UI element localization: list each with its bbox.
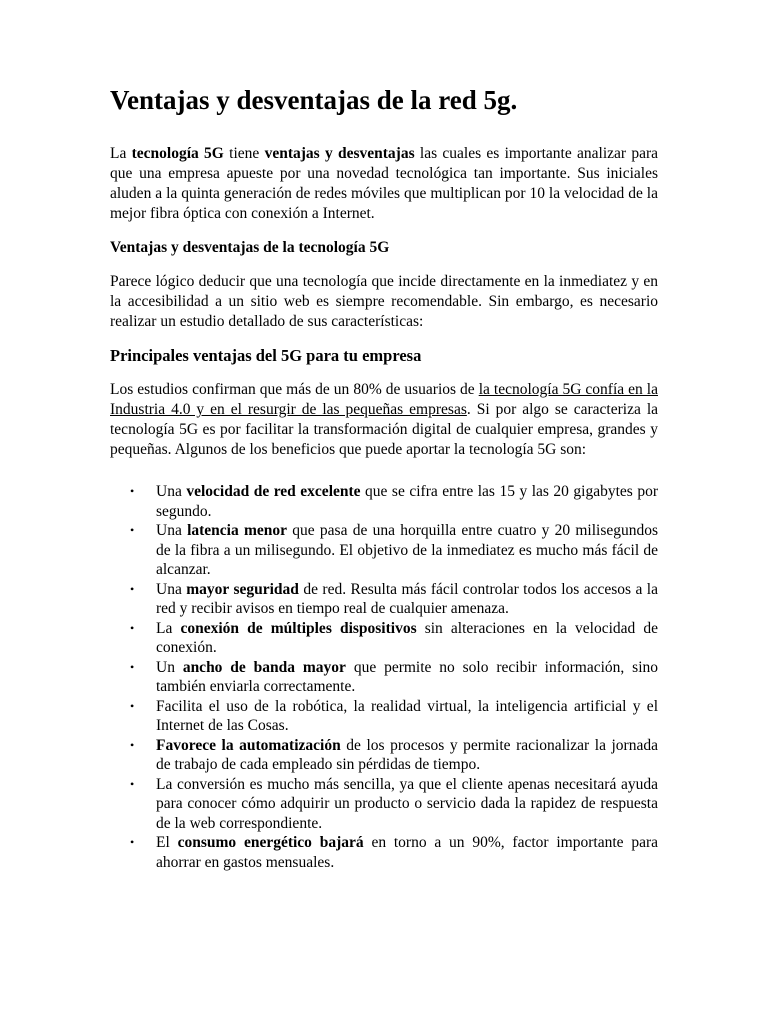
list-item-bold: ancho de banda mayor bbox=[182, 658, 346, 676]
bullet-icon: • bbox=[130, 698, 135, 713]
bullet-icon: • bbox=[130, 484, 135, 498]
list-item bbox=[110, 521, 658, 580]
intro-text-2: tiene bbox=[223, 145, 265, 162]
list-item bbox=[110, 482, 658, 521]
list-item-bold: velocidad de red excelente bbox=[186, 483, 361, 500]
bullet-icon: • bbox=[130, 659, 135, 674]
list-item-text-rest: sin alteraciones en la velocidad de conexión. bbox=[156, 619, 659, 656]
list-item-bold: mayor seguridad bbox=[186, 580, 299, 598]
list-item-text: Una bbox=[156, 580, 187, 598]
list-item bbox=[110, 658, 658, 697]
para3-text-1: Los estudios confirman que más de un 80% de usuarios de bbox=[110, 381, 479, 398]
list-item bbox=[110, 619, 658, 658]
list-item-bold: consumo energético bajará bbox=[177, 834, 364, 851]
section-heading-advantages: Principales ventajas del 5G para tu empresa bbox=[110, 346, 422, 365]
list-item bbox=[110, 697, 658, 736]
benefits-list bbox=[110, 482, 658, 872]
list-item bbox=[110, 580, 658, 619]
list-item-text-rest: de red. Resulta más fácil controlar todos los accesos a la red y recibir avisos en tiempo real de cualquier amenaza. bbox=[156, 580, 658, 617]
section-heading-pros-cons: Ventajas y desventajas de la tecnología 5G bbox=[110, 239, 390, 256]
list-item-text: La bbox=[156, 619, 181, 637]
list-item-text: Un bbox=[156, 658, 183, 676]
intro-paragraph bbox=[110, 144, 658, 224]
bullet-icon: • bbox=[130, 835, 135, 849]
list-item-text-rest: en torno a un 90%, factor importante para ahorrar en gastos mensuales. bbox=[156, 834, 658, 871]
list-item-text: El bbox=[156, 834, 178, 851]
list-item-text-rest: que permite no solo recibir información, sino también enviarla correctamente. bbox=[156, 658, 658, 695]
intro-bold-2: ventajas y desventajas bbox=[264, 145, 415, 162]
document-title: Ventajas y desventajas de la red 5g. bbox=[110, 85, 518, 115]
intro-bold-1: tecnología 5G bbox=[131, 145, 224, 162]
list-item-text-rest: que se cifra entre las 15 y las 20 gigabytes por segundo. bbox=[156, 483, 658, 520]
list-item-text: Facilita el uso de la robótica, la realidad virtual, la inteligencia artificial y el Internet de las Cosas. bbox=[156, 697, 658, 734]
list-item bbox=[110, 736, 658, 775]
list-item-text: Una bbox=[156, 522, 188, 539]
body-paragraph-3 bbox=[110, 380, 658, 460]
list-item-text: La conversión es mucho más sencilla, ya que el cliente apenas necesitará ayuda para conocer cómo adquirir un producto o servicio dada la rapidez de respuesta de la web correspondiente. bbox=[156, 775, 658, 832]
document-body bbox=[110, 80, 658, 872]
list-item-bold: Favorece la automatización bbox=[156, 736, 341, 754]
industry-link[interactable]: la tecnología 5G confía en la Industria 4.0 y en el resurgir de las pequeñas empresas bbox=[110, 381, 658, 418]
list-item bbox=[110, 833, 658, 872]
bullet-icon: • bbox=[130, 581, 135, 596]
body-paragraph-2: Parece lógico deducir que una tecnología que incide directamente en la inmediatez y en la accesibilidad a un sitio web es siempre recomendable. Sin embargo, es necesario realizar un estudio detallado de sus características: bbox=[110, 273, 658, 330]
list-item bbox=[110, 775, 658, 834]
bullet-icon: • bbox=[130, 523, 135, 537]
intro-text-1: La bbox=[110, 145, 132, 162]
list-item-bold: conexión de múltiples dispositivos bbox=[180, 619, 417, 637]
list-item-text: Una bbox=[156, 483, 187, 500]
bullet-icon: • bbox=[130, 620, 135, 635]
bullet-icon: • bbox=[130, 737, 135, 752]
intro-text-3: las cuales es importante analizar para que una empresa apueste por una novedad tecnológica tan importante. Sus iniciales aluden a la quinta generación de redes móviles que multiplican por 10 la velocidad de la mejor fibra óptica con conexión a Internet. bbox=[110, 145, 659, 222]
bullet-icon: • bbox=[130, 776, 135, 791]
para3-text-2: . Si por algo se caracteriza la tecnología 5G es por facilitar la transformación digital de cualquier empresa, grandes y pequeñas. Algunos de los beneficios que puede aportar la tecnología 5G son: bbox=[110, 401, 659, 458]
list-item-bold: latencia menor bbox=[187, 522, 288, 539]
list-item-text-rest: de los procesos y permite racionalizar la jornada de trabajo de cada empleado sin pérdidas de tiempo. bbox=[156, 736, 658, 773]
list-item-text-rest: que pasa de una horquilla entre cuatro y 20 milisegundos de la fibra a un milisegundo. El objetivo de la inmediatez es mucho más fácil de alcanzar. bbox=[156, 522, 659, 578]
